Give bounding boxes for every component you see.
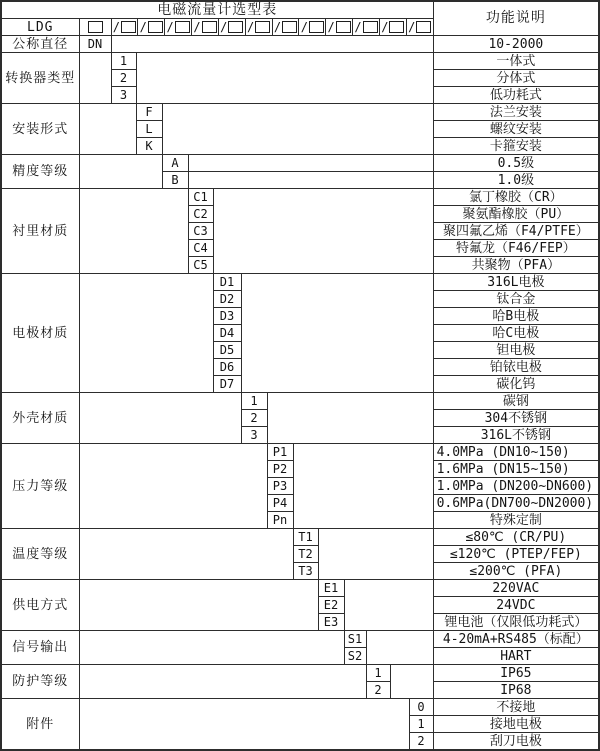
option-desc-cell: 304不锈钢 xyxy=(433,410,599,427)
category-label-accessories: 附件 xyxy=(1,699,79,751)
category-label-temperature-class: 温度等级 xyxy=(1,529,79,580)
option-code-cell: D2 xyxy=(213,291,241,308)
option-desc-cell: 4-20mA+RS485（标配） xyxy=(433,631,599,648)
option-code-cell: C5 xyxy=(188,257,213,274)
option-desc-cell: 10-2000 xyxy=(433,36,599,53)
category-label-installation-type: 安装形式 xyxy=(1,104,79,155)
option-code-cell: D3 xyxy=(213,308,241,325)
option-desc-cell: 24VDC xyxy=(433,597,599,614)
table-title: 电磁流量计选型表 xyxy=(1,1,433,19)
option-code-cell: Pn xyxy=(267,512,293,529)
option-desc-cell: 共聚物（PFA） xyxy=(433,257,599,274)
filler-cell xyxy=(79,580,318,631)
code-box-icon xyxy=(175,21,190,33)
option-code-cell: F xyxy=(136,104,162,121)
option-code-cell: 1 xyxy=(409,716,433,733)
option-code-cell: S2 xyxy=(344,648,366,665)
option-code-cell: DN xyxy=(79,36,111,53)
filler-cell xyxy=(293,444,433,529)
slash-glyph: / xyxy=(139,19,147,34)
option-desc-cell: 接地电极 xyxy=(433,716,599,733)
slash-box-item xyxy=(191,19,218,35)
option-code-cell: C4 xyxy=(188,240,213,257)
option-desc-cell: 1.0级 xyxy=(433,172,599,189)
option-code-cell: E1 xyxy=(318,580,344,597)
filler-cell xyxy=(79,189,188,274)
filler-cell xyxy=(79,631,344,665)
filler-cell xyxy=(79,529,293,580)
filler-cell xyxy=(79,665,366,699)
option-desc-cell: IP65 xyxy=(433,665,599,682)
filler-cell xyxy=(79,155,162,189)
code-box-icon xyxy=(389,21,404,33)
slash-box-item xyxy=(164,19,191,35)
slash-box-item xyxy=(112,19,138,35)
option-code-cell: B xyxy=(162,172,188,189)
option-desc-cell: 卡箍安装 xyxy=(433,138,599,155)
slash-box-item xyxy=(218,19,245,35)
slash-glyph: / xyxy=(273,19,282,34)
slash-box-item xyxy=(406,19,433,35)
filler-cell xyxy=(366,631,433,665)
slash-box-item xyxy=(245,19,272,35)
slash-box-item xyxy=(379,19,406,35)
slash-glyph: / xyxy=(220,19,228,34)
option-desc-cell: 钛合金 xyxy=(433,291,599,308)
code-box-icon xyxy=(202,21,217,33)
filler-cell xyxy=(241,274,433,393)
option-desc-cell: 碳化钨 xyxy=(433,376,599,393)
slash-glyph: / xyxy=(193,19,201,34)
filler-cell xyxy=(188,155,433,172)
category-label-signal-output: 信号输出 xyxy=(1,631,79,665)
slash-glyph: / xyxy=(112,19,121,34)
code-box-icon xyxy=(309,21,324,33)
slash-glyph: / xyxy=(300,19,308,34)
option-code-cell: C2 xyxy=(188,206,213,223)
option-desc-cell: 氯丁橡胶（CR） xyxy=(433,189,599,206)
function-description-header: 功能说明 xyxy=(433,1,599,36)
option-desc-cell: 聚氨酯橡胶（PU） xyxy=(433,206,599,223)
option-code-cell: 1 xyxy=(366,665,390,682)
category-label-accuracy-class: 精度等级 xyxy=(1,155,79,189)
option-desc-cell: 一体式 xyxy=(433,53,599,70)
slash-glyph: / xyxy=(247,19,255,34)
option-desc-cell: 聚四氟乙烯（F4/PTFE） xyxy=(433,223,599,240)
filler-cell xyxy=(318,529,433,580)
filler-cell xyxy=(79,699,409,751)
category-label-power-supply: 供电方式 xyxy=(1,580,79,631)
option-desc-cell: 哈B电极 xyxy=(433,308,599,325)
filler-cell xyxy=(213,189,433,274)
option-code-cell: 1 xyxy=(241,393,267,410)
slash-glyph: / xyxy=(327,19,335,34)
category-label-protection-class: 防护等级 xyxy=(1,665,79,699)
code-box-icon xyxy=(363,21,378,33)
filler-cell xyxy=(79,104,136,155)
option-code-cell: P1 xyxy=(267,444,293,461)
option-code-cell: E3 xyxy=(318,614,344,631)
option-desc-cell: HART xyxy=(433,648,599,665)
option-code-cell: D5 xyxy=(213,342,241,359)
option-code-cell: D4 xyxy=(213,325,241,342)
option-desc-cell: 哈C电极 xyxy=(433,325,599,342)
filler-cell xyxy=(136,53,433,104)
option-desc-cell: 特氟龙（F46/FEP） xyxy=(433,240,599,257)
category-label-housing-material: 外壳材质 xyxy=(1,393,79,444)
option-code-cell: D1 xyxy=(213,274,241,291)
option-code-cell: P4 xyxy=(267,495,293,512)
code-box-icon xyxy=(88,21,103,33)
filler-cell xyxy=(79,444,267,529)
option-code-cell: P3 xyxy=(267,478,293,495)
code-box-icon xyxy=(255,21,270,33)
option-code-cell: 2 xyxy=(111,70,136,87)
option-desc-cell: 钽电极 xyxy=(433,342,599,359)
option-desc-cell: 220VAC xyxy=(433,580,599,597)
filler-cell xyxy=(111,36,433,53)
option-desc-cell: 法兰安装 xyxy=(433,104,599,121)
option-desc-cell: 1.0MPa (DN200~DN600) xyxy=(433,478,599,495)
model-code-strip xyxy=(111,19,433,36)
option-desc-cell: 不接地 xyxy=(433,699,599,716)
option-code-cell: 2 xyxy=(409,733,433,751)
option-code-cell: T2 xyxy=(293,546,318,563)
option-desc-cell: 锂电池（仅限低功耗式） xyxy=(433,614,599,631)
code-box-icon xyxy=(336,21,351,33)
slash-box-item xyxy=(298,19,325,35)
option-desc-cell: 螺纹安装 xyxy=(433,121,599,138)
option-desc-cell: 低功耗式 xyxy=(433,87,599,104)
option-desc-cell: 0.5级 xyxy=(433,155,599,172)
option-code-cell: 0 xyxy=(409,699,433,716)
slash-glyph: / xyxy=(408,19,416,34)
option-code-cell: 2 xyxy=(241,410,267,427)
code-box-icon xyxy=(228,21,243,33)
option-code-cell: C1 xyxy=(188,189,213,206)
category-label-electrode-material: 电极材质 xyxy=(1,274,79,393)
code-box-icon xyxy=(282,21,297,33)
option-desc-cell: 碳钢 xyxy=(433,393,599,410)
option-desc-cell: 316L不锈钢 xyxy=(433,427,599,444)
option-code-cell: C3 xyxy=(188,223,213,240)
slash-box-item xyxy=(352,19,379,35)
option-desc-cell: 分体式 xyxy=(433,70,599,87)
category-label-converter-type: 转换器类型 xyxy=(1,53,79,104)
model-code-box-cell xyxy=(79,19,111,36)
option-desc-cell: 铂铱电极 xyxy=(433,359,599,376)
option-code-cell: 3 xyxy=(111,87,136,104)
code-box-icon xyxy=(416,21,431,33)
option-code-cell: A xyxy=(162,155,188,172)
option-desc-cell: ≤80℃ (CR/PU) xyxy=(433,529,599,546)
model-prefix-label: LDG xyxy=(1,19,79,36)
option-desc-cell: ≤200℃ (PFA) xyxy=(433,563,599,580)
category-label-pressure-class: 压力等级 xyxy=(1,444,79,529)
option-code-cell: T1 xyxy=(293,529,318,546)
option-desc-cell: 1.6MPa (DN15~150) xyxy=(433,461,599,478)
code-box-icon xyxy=(148,21,163,33)
option-code-cell: 1 xyxy=(111,53,136,70)
slash-glyph: / xyxy=(381,19,389,34)
option-desc-cell: 0.6MPa(DN700~DN2000) xyxy=(433,495,599,512)
option-desc-cell: IP68 xyxy=(433,682,599,699)
category-label-nominal-diameter: 公称直径 xyxy=(1,36,79,53)
slash-glyph: / xyxy=(354,19,362,34)
filler-cell xyxy=(267,393,433,444)
option-desc-cell: 特殊定制 xyxy=(433,512,599,529)
option-desc-cell: 刮刀电极 xyxy=(433,733,599,751)
option-code-cell: P2 xyxy=(267,461,293,478)
filler-cell xyxy=(344,580,433,631)
model-code-strip-inner xyxy=(112,19,433,35)
option-code-cell: D7 xyxy=(213,376,241,393)
option-desc-cell: ≤120℃ (PTEP/FEP) xyxy=(433,546,599,563)
option-code-cell: 3 xyxy=(241,427,267,444)
option-desc-cell: 316L电极 xyxy=(433,274,599,291)
option-code-cell: D6 xyxy=(213,359,241,376)
filler-cell xyxy=(79,274,213,393)
slash-glyph: / xyxy=(166,19,174,34)
option-code-cell: S1 xyxy=(344,631,366,648)
option-code-cell: K xyxy=(136,138,162,155)
filler-cell xyxy=(79,393,241,444)
option-code-cell: 2 xyxy=(366,682,390,699)
category-label-lining-material: 衬里材质 xyxy=(1,189,79,274)
option-code-cell: L xyxy=(136,121,162,138)
code-box-icon xyxy=(121,21,136,33)
filler-cell xyxy=(390,665,433,699)
filler-cell xyxy=(162,104,433,155)
slash-box-item xyxy=(325,19,352,35)
option-code-cell: E2 xyxy=(318,597,344,614)
slash-box-item xyxy=(137,19,164,35)
option-code-cell: T3 xyxy=(293,563,318,580)
option-desc-cell: 4.0MPa (DN10~150) xyxy=(433,444,599,461)
filler-cell xyxy=(79,53,111,104)
slash-box-item xyxy=(272,19,299,35)
filler-cell xyxy=(188,172,433,189)
